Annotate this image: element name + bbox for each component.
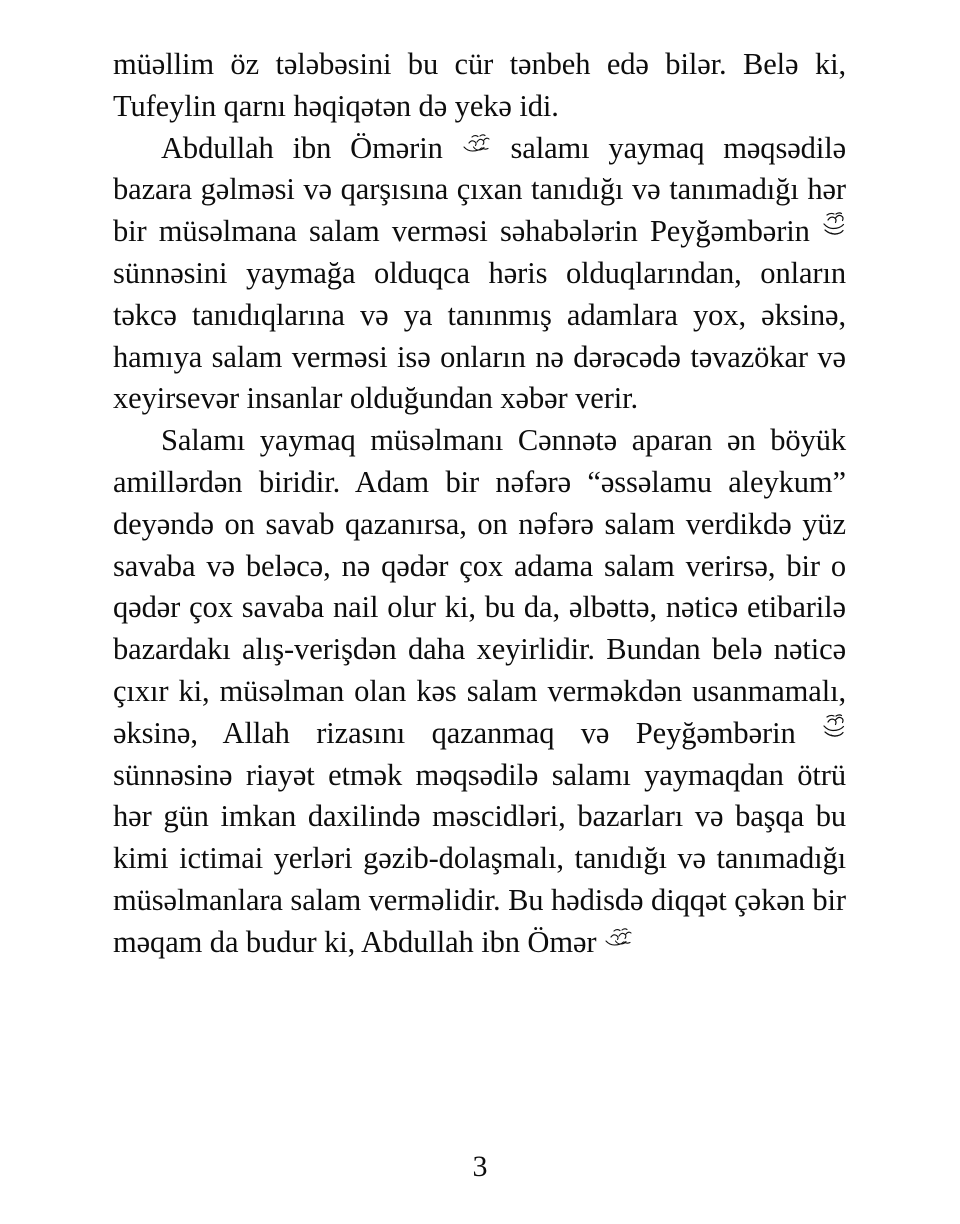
sallallahu-alayhi-wasallam-glyph [822,713,846,739]
page-text-block [113,44,846,964]
page-number: 3 [472,1150,488,1183]
page-footer [0,1152,960,1182]
paragraph-text-part: Abdullah ibn Ömərin [161,130,462,165]
paragraph-text-part: salamı yaymaq məqsədilə bazara gəlməsi və qarşısına çıxan tanıdığı və tanımadığı hər bir müsəlmana salam verməsi səhabələrin Peyğəmbərin [113,130,847,249]
paragraph-salami-yaymaq [113,420,846,963]
radiyallahu-anhuma-glyph [462,132,492,154]
radiyallahu-anhuma-glyph [604,926,634,948]
paragraph-text-part: Salamı yaymaq müsəlmanı Cənnətə aparan ən böyük amillərdən biridir. Adam bir nəfərə “əssəlamu aleykum” deyəndə on savab qazanırsa, on nəfərə salam verdikdə yüz savaba və beləcə, nə qədər çox adama salam verirsə, bir o qədər çox savaba nail olur ki, bu da, əlbəttə, nəticə etibarilə bazardakı alış-verişdən daha xeyirlidir. Bundan belə nəticə çıxır ki, müsəlman olan kəs salam verməkdən usanmamalı, əksinə, Allah rizasını qazanmaq və Peyğəmbərin [113,423,846,750]
paragraph-text-part: sünnəsini yaymağa olduqca həris olduqlarından, onların təkcə tanıdıqlarına və ya tanınmış adamlara yox, əksinə, hamıya salam verməsi isə onların nə dərəcədə təvazökar və xeyirsevər insanlar olduğundan xəbər verir. [113,255,846,416]
sallallahu-alayhi-wasallam-glyph [822,211,846,237]
paragraph-continued: müəllim öz tələbəsini bu cür tənbeh edə bilər. Belə ki, Tufeylin qarnı həqiqətən də yekə idi. [113,47,846,123]
paragraph-text-part: sünnəsinə riayət etmək məqsədilə salamı yaymaqdan ötrü hər gün imkan daxilində məscidləri, bazarları və başqa bu kimi ictimai yerləri gəzib-dolaşmalı, tanıdığı və tanımadığı müsəlmanlara salam verməlidir. Bu hədisdə diqqət çəkən bir məqam da budur ki, Abdullah ibn Ömər [113,757,846,959]
paragraph-abdullah-ibn-omer [113,128,846,421]
